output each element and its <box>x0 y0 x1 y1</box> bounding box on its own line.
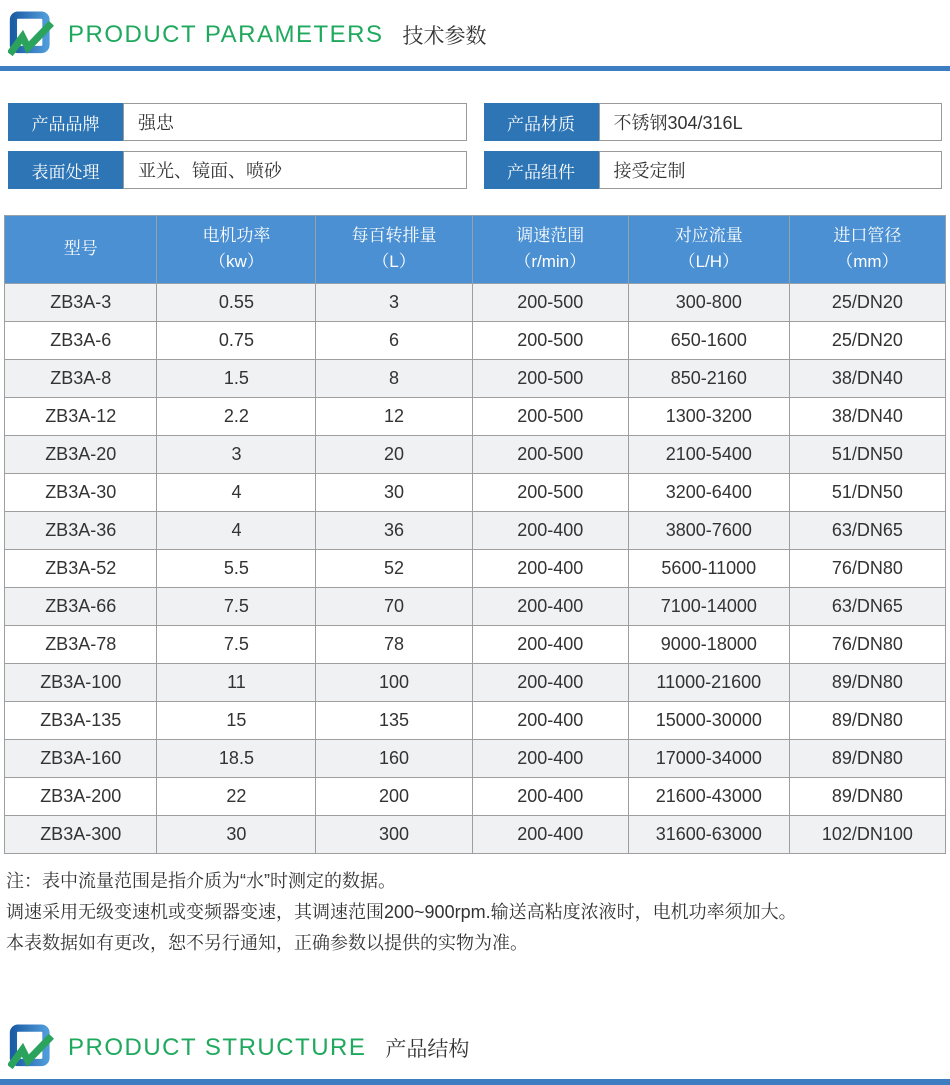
table-row <box>5 321 946 359</box>
table-row <box>5 663 946 701</box>
table-cell: ZB3A-100 <box>5 663 157 701</box>
table-cell: 100 <box>316 663 472 701</box>
table-cell: 7100-14000 <box>628 587 789 625</box>
section-title-zh: 技术参数 <box>402 25 487 48</box>
table-cell: 76/DN80 <box>789 625 945 663</box>
table-cell: 102/DN100 <box>789 815 945 853</box>
table-cell: 15 <box>157 701 316 739</box>
table-cell: 11 <box>157 663 316 701</box>
field-value: 亚光、镜面、喷砂 <box>123 151 467 189</box>
table-row <box>5 359 946 397</box>
table-cell: 63/DN65 <box>789 587 945 625</box>
table-cell: 850-2160 <box>628 359 789 397</box>
table-row <box>5 625 946 663</box>
table-cell: 200-500 <box>472 473 628 511</box>
table-cell: 200-400 <box>472 663 628 701</box>
info-field-surface <box>8 151 467 189</box>
table-cell: 200-500 <box>472 283 628 321</box>
note-line: 本表数据如有更改，恕不另行通知，正确参数以提供的实物为准。 <box>6 932 528 953</box>
section-title-en: PRODUCT PARAMETERS <box>68 21 384 48</box>
section-title-en: PRODUCT STRUCTURE <box>68 1034 367 1061</box>
table-cell: 25/DN20 <box>789 283 945 321</box>
blue-divider <box>0 66 950 71</box>
table-cell: 200-500 <box>472 397 628 435</box>
structure-section-header <box>0 1013 950 1079</box>
note-line: 调速采用无级变速机或变频器变速，其调速范围200~900rpm.输送高粘度浓液时，电机功率须加大。 <box>6 901 797 922</box>
table-cell: ZB3A-30 <box>5 473 157 511</box>
field-value: 不锈钢304/316L <box>599 103 943 141</box>
table-cell: ZB3A-300 <box>5 815 157 853</box>
table-cell: 200-400 <box>472 777 628 815</box>
table-cell: 3 <box>316 283 472 321</box>
table-cell: 2100-5400 <box>628 435 789 473</box>
table-cell: 78 <box>316 625 472 663</box>
table-cell: ZB3A-135 <box>5 701 157 739</box>
table-row <box>5 473 946 511</box>
table-cell: 200-400 <box>472 511 628 549</box>
info-field-components <box>484 151 943 189</box>
table-row <box>5 739 946 777</box>
table-header-row <box>5 216 946 284</box>
table-row <box>5 777 946 815</box>
table-cell: 89/DN80 <box>789 663 945 701</box>
table-cell: 0.55 <box>157 283 316 321</box>
table-cell: ZB3A-3 <box>5 283 157 321</box>
table-cell: ZB3A-160 <box>5 739 157 777</box>
table-row <box>5 283 946 321</box>
table-cell: ZB3A-20 <box>5 435 157 473</box>
table-cell: ZB3A-12 <box>5 397 157 435</box>
table-body <box>5 283 946 853</box>
table-cell: 5600-11000 <box>628 549 789 587</box>
table-cell: 200 <box>316 777 472 815</box>
table-cell: 160 <box>316 739 472 777</box>
table-cell: 7.5 <box>157 625 316 663</box>
product-info-fields <box>8 103 942 189</box>
table-cell: 9000-18000 <box>628 625 789 663</box>
table-cell: 7.5 <box>157 587 316 625</box>
table-cell: 76/DN80 <box>789 549 945 587</box>
table-cell: 3200-6400 <box>628 473 789 511</box>
table-cell: 300 <box>316 815 472 853</box>
table-row <box>5 435 946 473</box>
table-cell: 25/DN20 <box>789 321 945 359</box>
structure-section <box>0 1013 950 1085</box>
table-cell: 3 <box>157 435 316 473</box>
brand-logo-icon <box>8 1022 55 1074</box>
table-cell: ZB3A-52 <box>5 549 157 587</box>
table-cell: 21600-43000 <box>628 777 789 815</box>
table-cell: 30 <box>157 815 316 853</box>
column-header: 对应流量 （L/H） <box>628 216 789 284</box>
table-cell: 200-500 <box>472 359 628 397</box>
field-label: 产品组件 <box>484 151 599 189</box>
table-cell: 650-1600 <box>628 321 789 359</box>
section-title-zh: 产品结构 <box>385 1038 470 1061</box>
table-cell: 20 <box>316 435 472 473</box>
table-cell: 51/DN50 <box>789 473 945 511</box>
parameters-section-header <box>0 0 950 66</box>
table-cell: 200-400 <box>472 549 628 587</box>
table-cell: 8 <box>316 359 472 397</box>
table-cell: 31600-63000 <box>628 815 789 853</box>
notes <box>6 866 944 959</box>
table-cell: 89/DN80 <box>789 701 945 739</box>
table-cell: 5.5 <box>157 549 316 587</box>
table-cell: 18.5 <box>157 739 316 777</box>
field-value: 强忠 <box>123 103 467 141</box>
field-label: 产品材质 <box>484 103 599 141</box>
table-cell: 1.5 <box>157 359 316 397</box>
table-cell: 4 <box>157 511 316 549</box>
table-cell: 89/DN80 <box>789 739 945 777</box>
table-cell: 200-400 <box>472 815 628 853</box>
column-header: 型号 <box>5 216 157 284</box>
table-cell: 135 <box>316 701 472 739</box>
table-row <box>5 701 946 739</box>
table-cell: 63/DN65 <box>789 511 945 549</box>
table-cell: 300-800 <box>628 283 789 321</box>
table-cell: 200-500 <box>472 435 628 473</box>
table-row <box>5 549 946 587</box>
table-cell: ZB3A-8 <box>5 359 157 397</box>
field-label: 产品品牌 <box>8 103 123 141</box>
table-cell: 6 <box>316 321 472 359</box>
table-cell: 200-400 <box>472 739 628 777</box>
table-cell: 30 <box>316 473 472 511</box>
brand-logo-icon <box>8 9 55 61</box>
blue-divider <box>0 1079 950 1085</box>
table-cell: 36 <box>316 511 472 549</box>
table-cell: 200-400 <box>472 587 628 625</box>
table-cell: 0.75 <box>157 321 316 359</box>
table-cell: 89/DN80 <box>789 777 945 815</box>
table-row <box>5 587 946 625</box>
field-label: 表面处理 <box>8 151 123 189</box>
table-cell: 4 <box>157 473 316 511</box>
table-cell: 38/DN40 <box>789 359 945 397</box>
table-cell: ZB3A-78 <box>5 625 157 663</box>
table-cell: ZB3A-6 <box>5 321 157 359</box>
table-cell: 70 <box>316 587 472 625</box>
table-cell: 38/DN40 <box>789 397 945 435</box>
table-cell: 15000-30000 <box>628 701 789 739</box>
column-header: 调速范围 （r/min） <box>472 216 628 284</box>
column-header: 进口管径 （mm） <box>789 216 945 284</box>
table-cell: ZB3A-36 <box>5 511 157 549</box>
table-row <box>5 815 946 853</box>
table-row <box>5 511 946 549</box>
table-cell: 200-400 <box>472 701 628 739</box>
info-field-material <box>484 103 943 141</box>
table-cell: 11000-21600 <box>628 663 789 701</box>
info-field-brand <box>8 103 467 141</box>
table-cell: 200-500 <box>472 321 628 359</box>
field-value: 接受定制 <box>599 151 943 189</box>
table-cell: ZB3A-200 <box>5 777 157 815</box>
table-cell: 22 <box>157 777 316 815</box>
column-header: 电机功率 （kw） <box>157 216 316 284</box>
table-cell: 3800-7600 <box>628 511 789 549</box>
table-row <box>5 397 946 435</box>
note-line: 注：表中流量范围是指介质为“水”时测定的数据。 <box>6 870 396 891</box>
column-header: 每百转排量 （L） <box>316 216 472 284</box>
table-cell: 1300-3200 <box>628 397 789 435</box>
spec-table <box>4 215 946 854</box>
table-cell: ZB3A-66 <box>5 587 157 625</box>
table-cell: 2.2 <box>157 397 316 435</box>
table-cell: 17000-34000 <box>628 739 789 777</box>
table-cell: 12 <box>316 397 472 435</box>
table-cell: 51/DN50 <box>789 435 945 473</box>
table-cell: 200-400 <box>472 625 628 663</box>
table-cell: 52 <box>316 549 472 587</box>
